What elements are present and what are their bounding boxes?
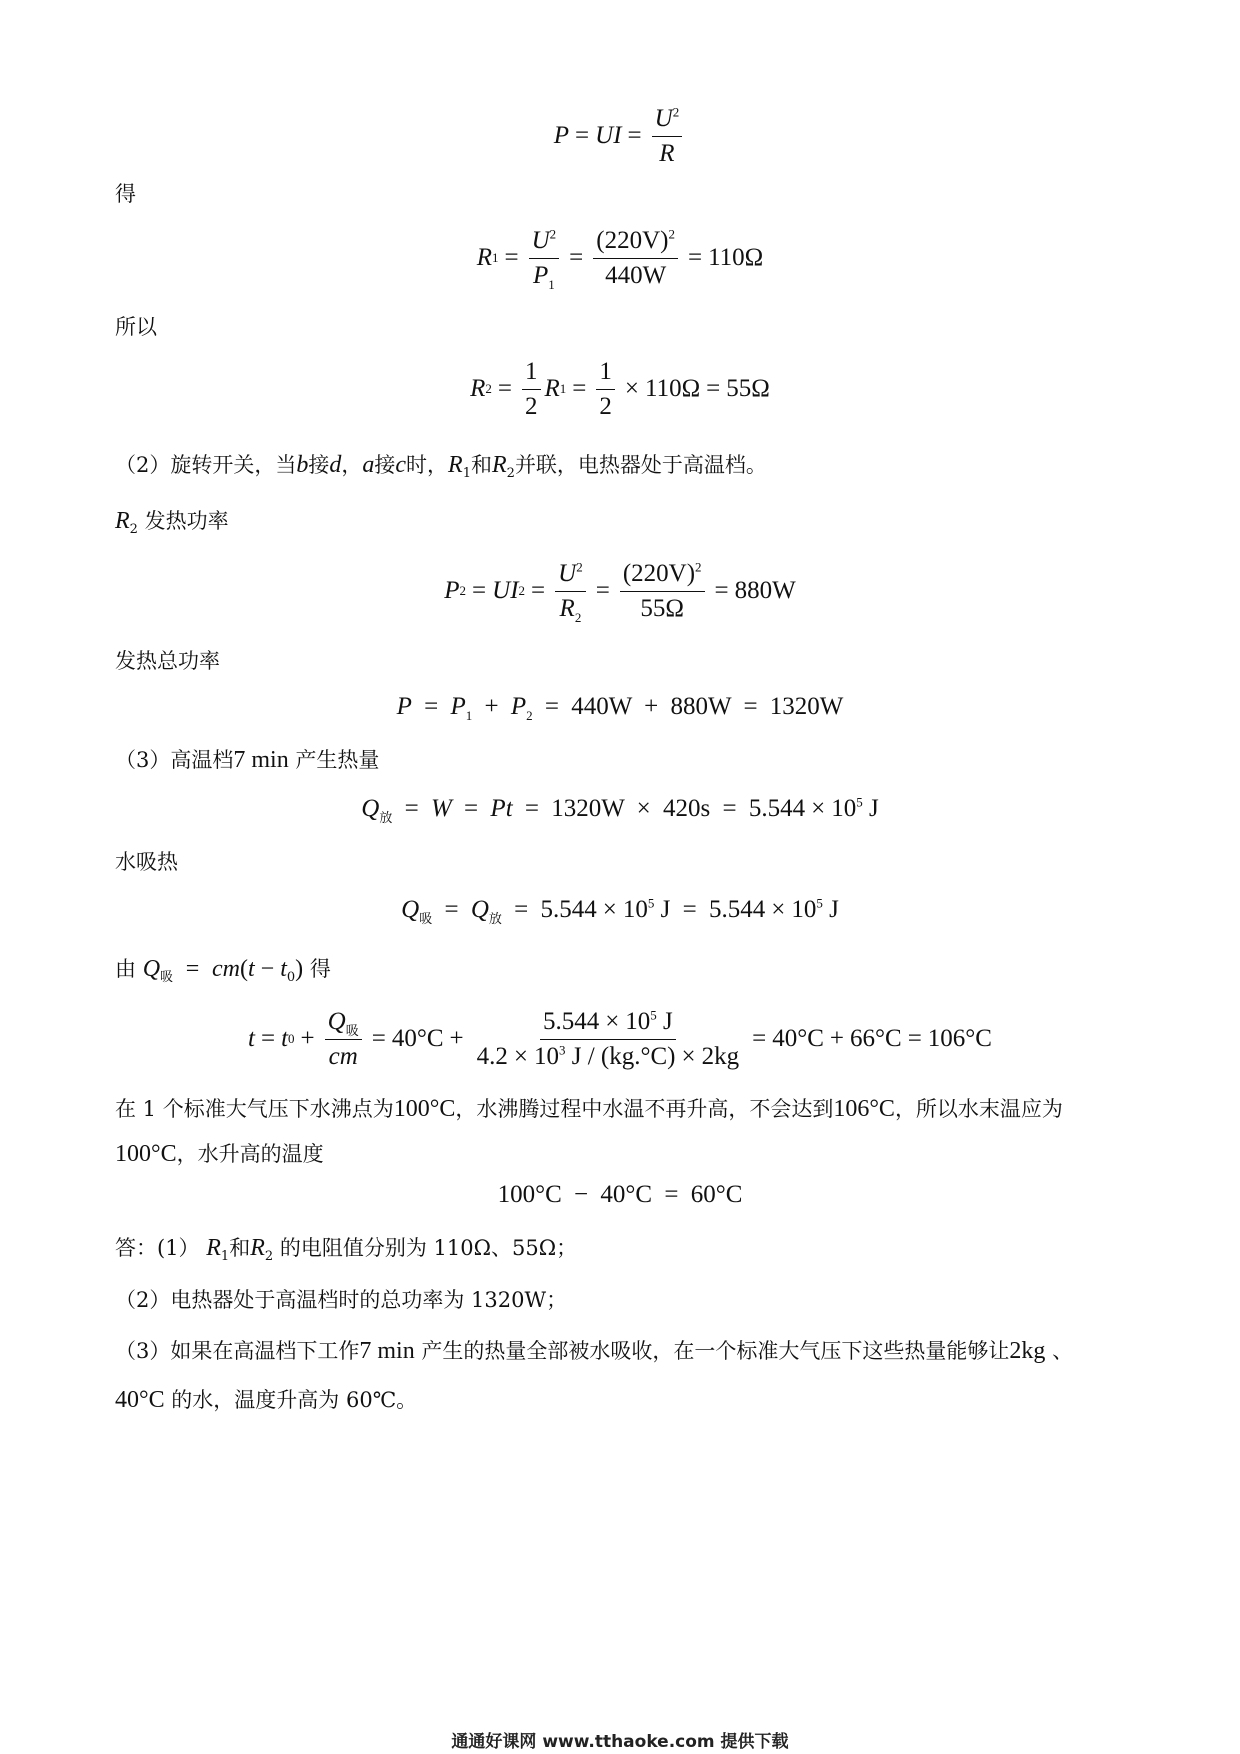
value-r2: 55Ω [726,375,770,402]
text-total-power: 发热总功率 [115,649,220,673]
var-p: P [553,122,570,149]
answer-3-line2: 40°C 的水，温度升高为 60℃。 [115,1387,418,1413]
value-total-power: 1320W [769,693,844,720]
fraction-u2-over-p1: $\frac{U^2}{P_1}$ [529,226,560,291]
fraction-220-over-55: $\frac{(220V)^2}{55\Omega}$ [620,559,705,624]
value-t-106: 106°C [927,1025,992,1052]
var-i: I [613,122,622,149]
value-r1: 110Ω [708,244,764,271]
value-rise-60: 60°C [690,1181,743,1208]
fraction-heat-over-capacity: $\frac{5.544 \times 10^5 J}{4.2 \times 10^3 J / (kg.^\circ C) \times 2kg}$ [476,1007,740,1070]
fraction-q-over-cm: $\frac{Q_吸}{cm}$ [325,1007,362,1072]
text-from-formula: 由 $Q_吸 = cm(t - t_0)$ 得 [115,956,331,986]
fraction-half-2: $\frac{1}{2}$ [596,357,615,422]
fraction-u2-over-r2: $\frac{U^2}{R_2}$ [555,559,586,624]
paragraph-boiling-line1: 在 1 个标准大气压下水沸点为100°C，水沸腾过程中水温不再升高，不会达到106°C，所以水末温应为 [115,1096,1063,1122]
equation-heat-absorbed: $Q_吸 = Q_放 = 5.544 \times 10^5$ $J = 5.544 \times 10^5$ J [401,895,839,926]
equation-heat-released: $Q_放 = W = Pt = 1320W \times 420s = 5.544 \times 10^5$ J [361,794,879,825]
fraction-u2-over-r: $\frac{U^2}{R}$ [652,104,683,169]
equation-final-temperature: t = t 0 + $\frac{Q_吸}{cm}$ = 40°C + $\frac{5.544 \times 10^5 J}{4.2 \times 10^3 J / (kg.^\circ C) \times 2kg}$ = 40°C + 66°C = 106°C [248,1007,992,1070]
text-water-absorb: 水吸热 [115,850,178,874]
value-p2: 880W [734,577,796,604]
footer-source: 通通好课网 www.tthaoke.com 提供下载 [451,1732,789,1752]
answer-2: （2）电热器处于高温档时的总功率为 1320W； [115,1288,568,1312]
answer-1: 答：(1） $R_1$和$R_2$ 的电阻值分别为 110Ω、55Ω； [115,1235,578,1265]
text-r2-power: $R_2$ 发热功率 [115,508,229,538]
equation-total-power: $P = P_1 + P_2 = 440W + 880W = 1320W$ [396,693,844,723]
equation-power-formula: P = U I = $\frac{U^2}{R}$ [0,100,1240,172]
equation-p2: P 2 = U I 2 = $\frac{U^2}{R_2}$ = $\frac{(220V)^2}{55\Omega}$ = 880W [444,559,796,625]
answer-3-line1: （3）如果在高温档下工作7 min 产生的热量全部被水吸收，在一个标准大气压下这些热量能够让2kg 、 [115,1338,1074,1364]
fraction-220-over-440: $\frac{(220V)^2}{440W}$ [593,226,678,291]
equation-temperature-rise: 100°C − 40°C = 60°C [497,1181,743,1208]
paragraph-part2: （2）旋转开关，当b接d，a接c时，$R_1$和$R_2$并联，电热器处于高温档。 [115,452,767,482]
fraction-half: $\frac{1}{2}$ [522,357,541,422]
paragraph-boiling-line2: 100°C，水升高的温度 [115,1141,324,1167]
text-de: 得 [115,182,136,206]
text-suoyi: 所以 [115,315,157,339]
equation-r1: R 1 = $\frac{U^2}{P_1}$ = $\frac{(220V)^2}{440W}$ = 110Ω [476,226,764,292]
equation-r2: R 2 = $\frac{1}{2}$ R 1 = $\frac{1}{2}$ × 110Ω = 55Ω [470,357,770,420]
var-u: U [595,122,614,149]
text-part3: （3）高温档7 min 产生热量 [115,747,380,773]
